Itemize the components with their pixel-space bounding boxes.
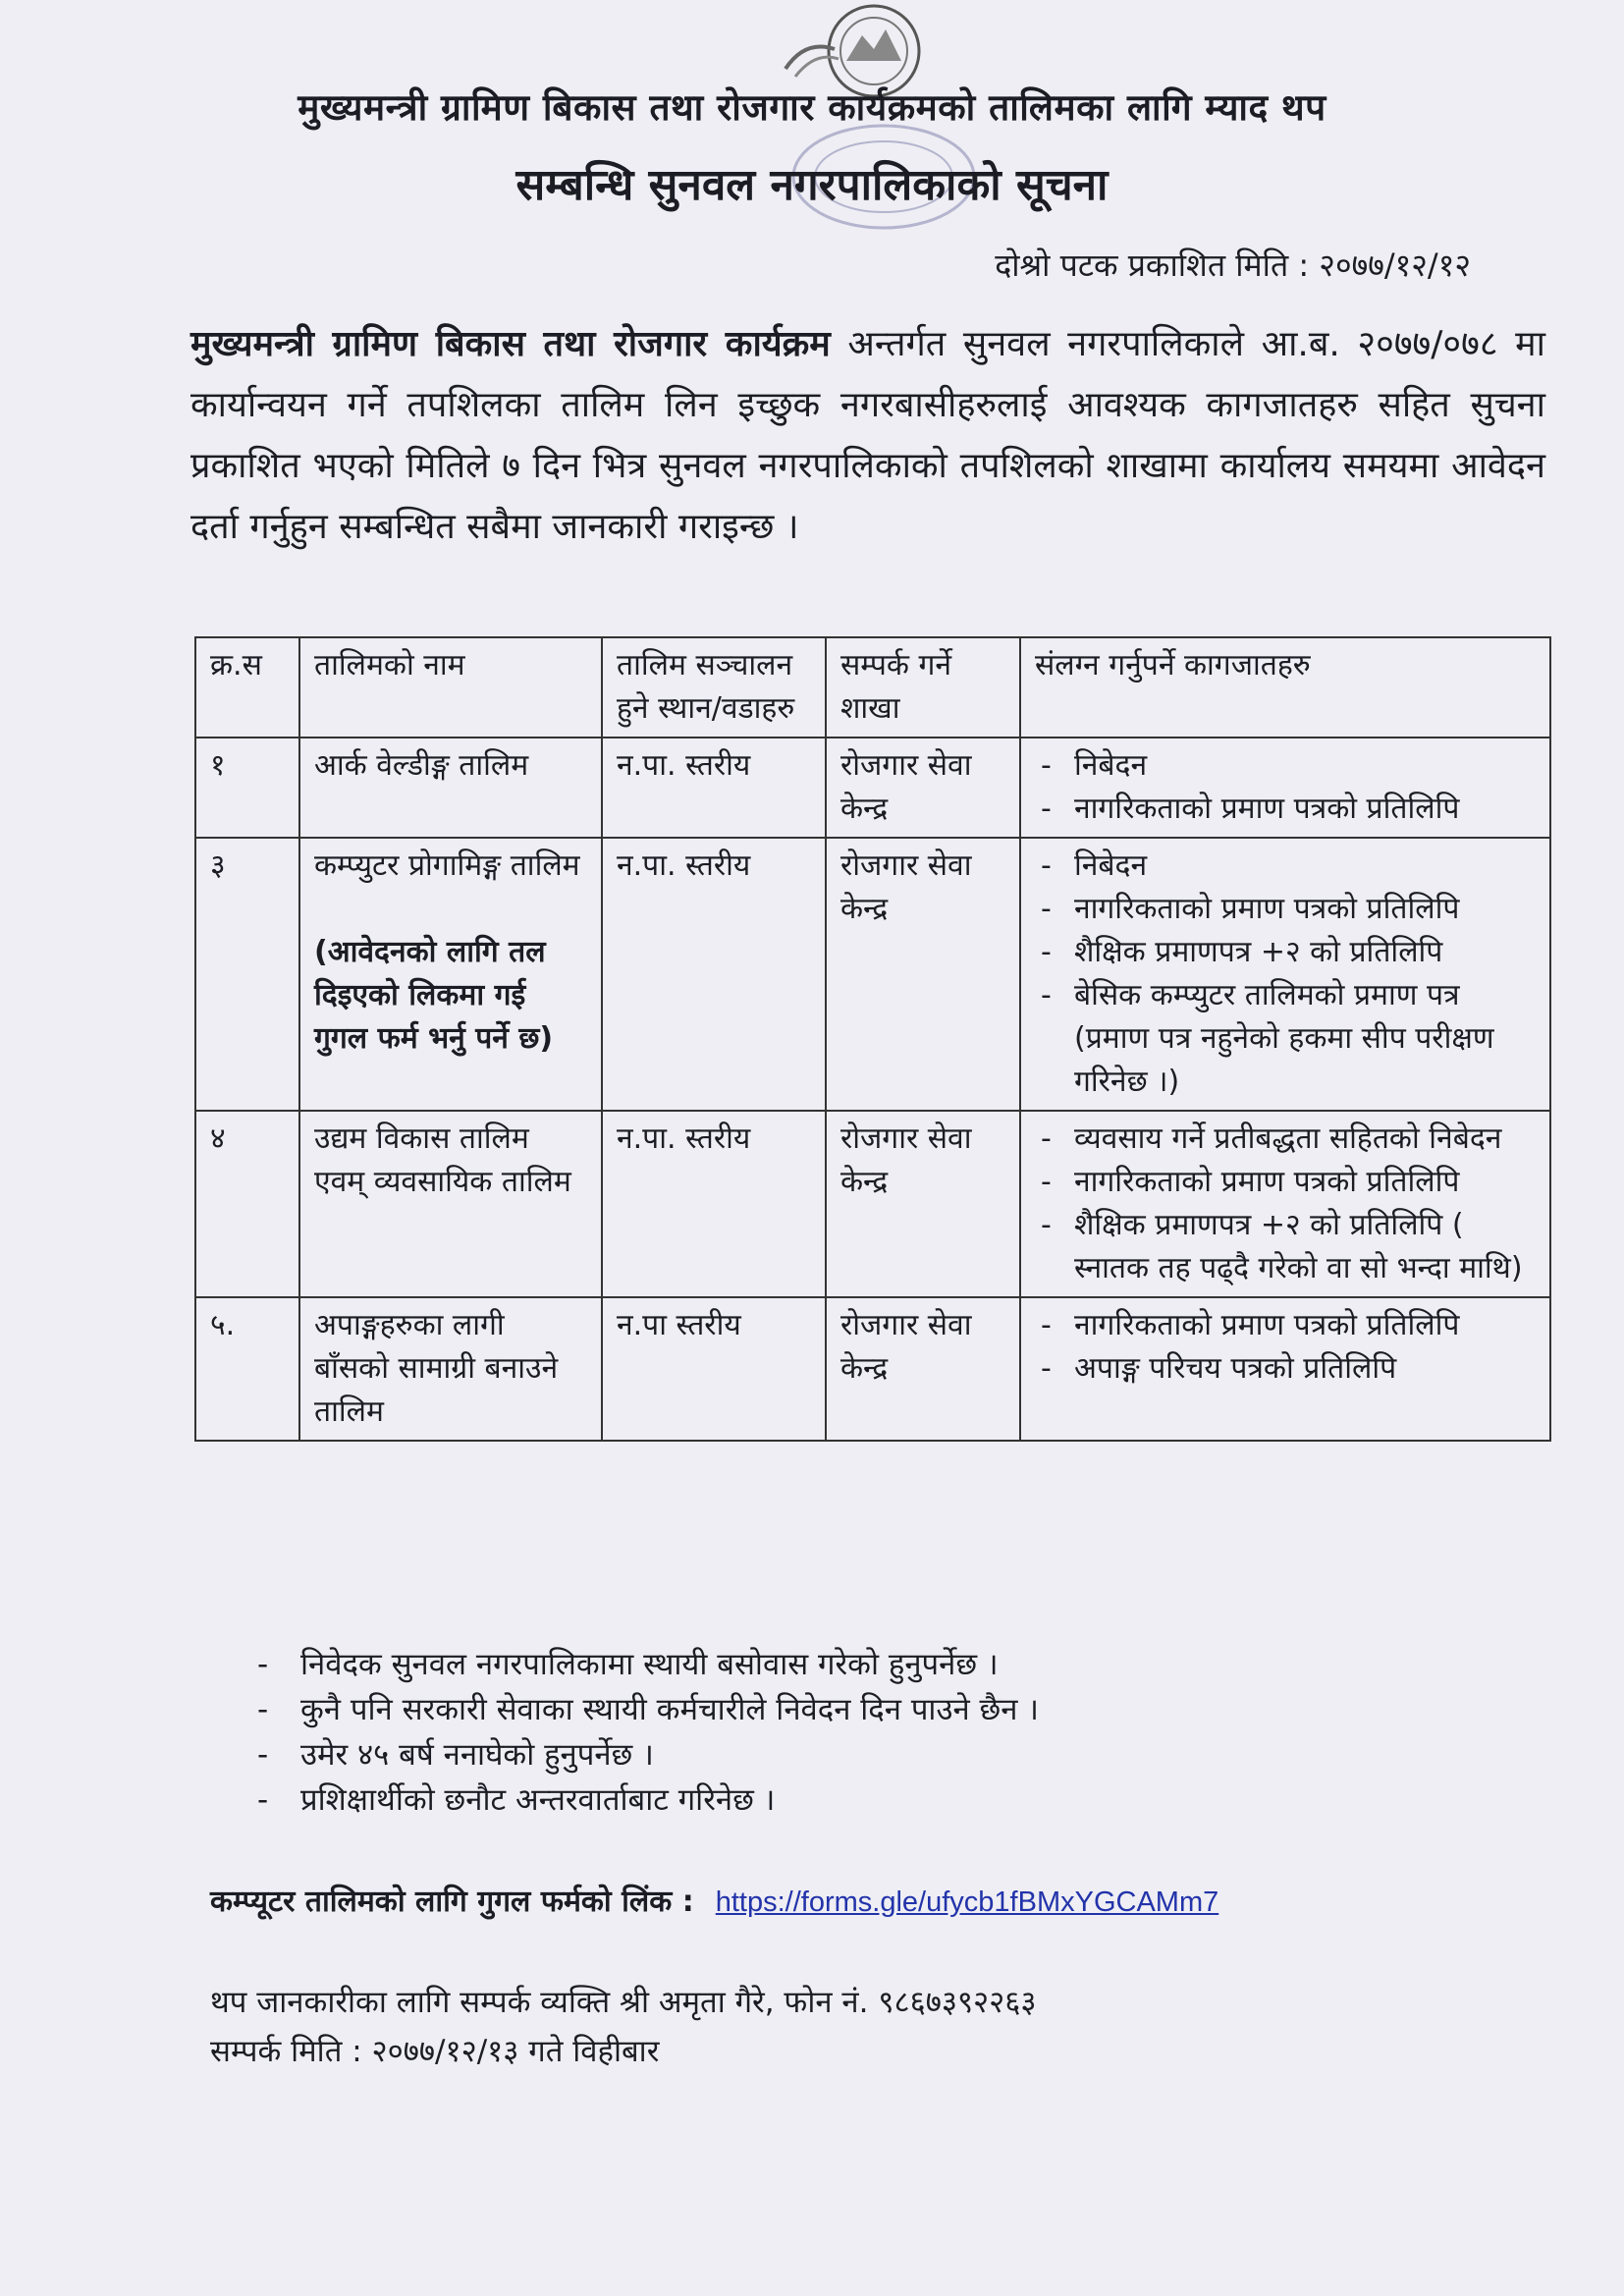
document-item: - नागरिकताको प्रमाण पत्रको प्रतिलिपि: [1035, 1304, 1536, 1347]
document-item: - बेसिक कम्प्युटर तालिमको प्रमाण पत्र (प्रमाण पत्र नहुनेको हकमा सीप परीक्षण गरिनेछ ।): [1035, 974, 1536, 1104]
row-training-name: अपाङ्गहरुका लागी बाँसको सामाग्री बनाउने तालिम: [299, 1297, 602, 1441]
conditions-list: [257, 1642, 1435, 1823]
row-documents: [1020, 738, 1550, 838]
table-header-row: [195, 637, 1550, 738]
row-sn: ३: [195, 838, 299, 1111]
table-row: [195, 838, 1550, 1111]
google-form-link-line: [210, 1880, 1218, 1920]
document-item: - नागरिकताको प्रमाण पत्रको प्रतिलिपि: [1035, 788, 1536, 831]
row-sn: ४: [195, 1111, 299, 1297]
document-item: - अपाङ्ग परिचय पत्रको प्रतिलिपि: [1035, 1347, 1536, 1391]
row-branch: रोजगार सेवा केन्द्र: [826, 1111, 1020, 1297]
row-documents: [1020, 1297, 1550, 1441]
row-training-name: आर्क वेल्डीङ्ग तालिम: [299, 738, 602, 838]
notice-title-line2: सम्बन्धि सुनवल नगरपालिकाको सूचना: [515, 160, 1109, 210]
condition-item: - कुनै पनि सरकारी सेवाका स्थायी कर्मचारीले निवेदन दिन पाउने छैन ।: [257, 1687, 1435, 1732]
document-item: - शैक्षिक प्रमाणपत्र +२ को प्रतिलिपि: [1035, 931, 1536, 974]
intro-bold-lead: मुख्यमन्त्री ग्रामिण बिकास तथा रोजगार कार्यक्रम: [190, 324, 831, 364]
notice-title-line1: मुख्यमन्त्री ग्रामिण बिकास तथा रोजगार कार्यक्रमको तालिमका लागि म्याद थप: [298, 86, 1326, 129]
row-branch: रोजगार सेवा केन्द्र: [826, 838, 1020, 1111]
row-location: न.पा. स्तरीय: [602, 1111, 826, 1297]
row-sn: १: [195, 738, 299, 838]
row-branch: रोजगार सेवा केन्द्र: [826, 1297, 1020, 1441]
google-form-link-label: कम्प्यूटर तालिमको लागि गुगल फर्मको लिंक :: [210, 1885, 694, 1919]
row-location: न.पा. स्तरीय: [602, 838, 826, 1111]
header-branch: सम्पर्क गर्ने शाखा: [826, 637, 1020, 738]
contact-date-line: सम्पर्क मिति : २०७७/१२/१३ गते विहीबार: [210, 2034, 660, 2069]
header-location: तालिम सञ्चालन हुने स्थान/वडाहरु: [602, 637, 826, 738]
table-row: [195, 1111, 1550, 1297]
intro-paragraph: [190, 314, 1545, 558]
document-item: - निबेदन: [1035, 845, 1536, 888]
table-row: [195, 1297, 1550, 1441]
training-name-note: (आवेदनको लागि तल दिइएको लिकमा गई गुगल फर्म भर्नु पर्ने छ): [314, 935, 554, 1056]
condition-item: - निवेदक सुनवल नगरपालिकामा स्थायी बसोवास गरेको हुनुपर्नेछ ।: [257, 1642, 1435, 1687]
document-item: - व्यवसाय गर्ने प्रतीबद्धता सहितको निबेदन: [1035, 1118, 1536, 1161]
contact-info: [210, 1978, 1037, 2076]
row-sn: ५.: [195, 1297, 299, 1441]
header-training-name: तालिमको नाम: [299, 637, 602, 738]
document-item: - शैक्षिक प्रमाणपत्र +२ को प्रतिलिपि ( स्नातक तह पढ्दै गरेको वा सो भन्दा माथि): [1035, 1204, 1536, 1290]
google-form-link[interactable]: https://forms.gle/ufycb1fBMxYGCAMm7: [715, 1886, 1219, 1918]
document-item: - निबेदन: [1035, 744, 1536, 788]
document-item: - नागरिकताको प्रमाण पत्रको प्रतिलिपि: [1035, 1161, 1536, 1204]
row-documents: [1020, 1111, 1550, 1297]
table-row: [195, 738, 1550, 838]
header-sn: क्र.स: [195, 637, 299, 738]
row-training-name: [299, 838, 602, 1111]
training-name-text: कम्प्युटर प्रोगामिङ्ग तालिम: [314, 848, 580, 883]
condition-item: - उमेर ४५ बर्ष ननाघेको हुनुपर्नेछ ।: [257, 1732, 1435, 1777]
publish-date: दोश्रो पटक प्रकाशित मिति : २०७७/१२/१२: [995, 246, 1471, 284]
row-branch: रोजगार सेवा केन्द्र: [826, 738, 1020, 838]
header-documents: संलग्न गर्नुपर्ने कागजातहरु: [1020, 637, 1550, 738]
condition-item: - प्रशिक्षार्थीको छनौट अन्तरवार्ताबाट गरिनेछ ।: [257, 1777, 1435, 1823]
row-location: न.पा. स्तरीय: [602, 738, 826, 838]
row-training-name: उद्यम विकास तालिम एवम् व्यवसायिक तालिम: [299, 1111, 602, 1297]
row-documents: [1020, 838, 1550, 1111]
intro-text: अन्तर्गत सुनवल नगरपालिकाले आ.ब. २०७७/०७८ मा कार्यान्वयन गर्ने तपशिलका तालिम लिन इच्छुक नगरबासीहरुलाई आवश्यक कागजातहरु सहित सुचना प्रकाशित भएको मितिले ७ दिन भित्र सुनवल नगरपालिकाको तपशिलको शाखामा कार्यालय समयमा आवेदन दर्ता गर्नुहुन सम्बन्धित सबैमा जानकारी गराइन्छ ।: [190, 324, 1545, 547]
document-item: - नागरिकताको प्रमाण पत्रको प्रतिलिपि: [1035, 888, 1536, 931]
contact-person-line: थप जानकारीका लागि सम्पर्क व्यक्ति श्री अमृता गैरे, फोन नं. ९८६७३९२२६३: [210, 1985, 1037, 2020]
training-table: [194, 636, 1551, 1442]
row-location: न.पा स्तरीय: [602, 1297, 826, 1441]
